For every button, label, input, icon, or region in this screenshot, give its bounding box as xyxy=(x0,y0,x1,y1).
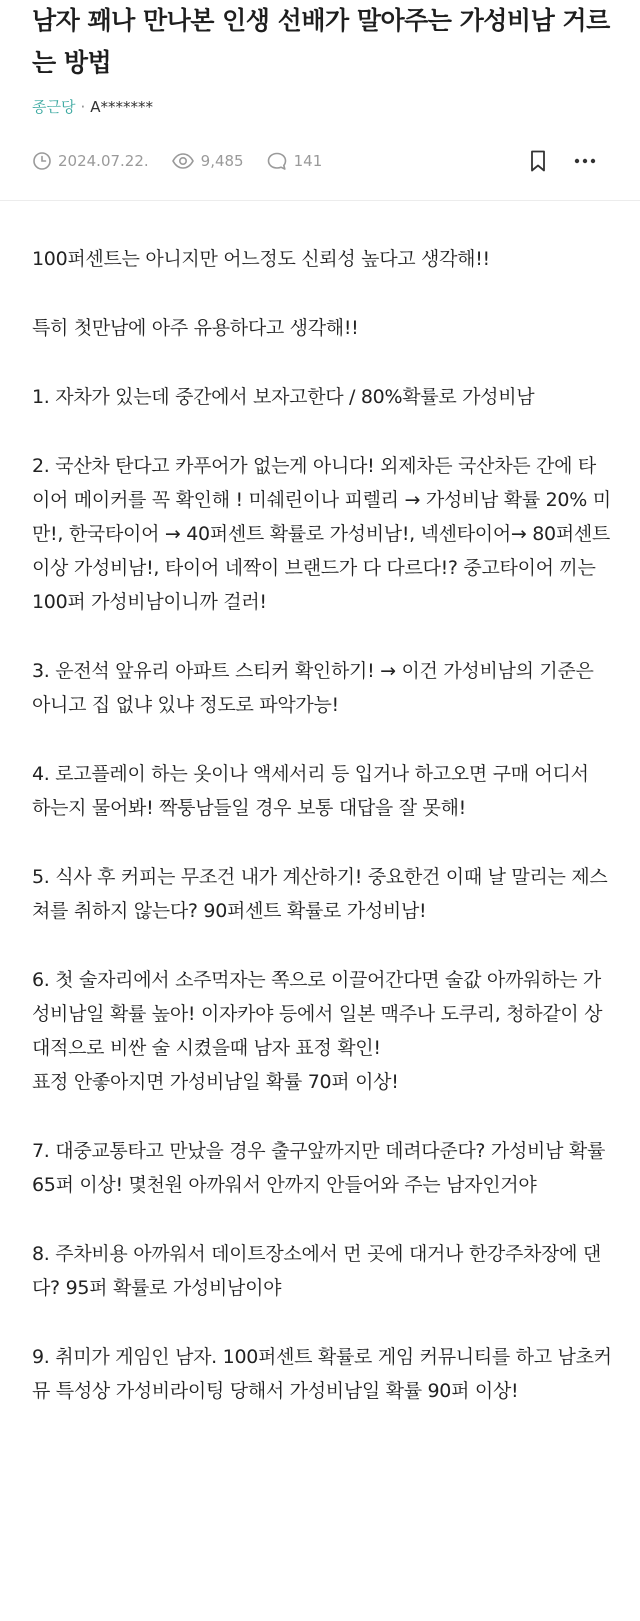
paragraph: 3. 운전석 앞유리 아파트 스티커 확인하기! → 이건 가성비남의 기준은 아니고 집 없냐 있냐 정도로 파악가능! xyxy=(32,660,594,716)
paragraph: 9. 취미가 게임인 남자. 100퍼센트 확률로 게임 커뮤니티를 하고 남초커뮤 특성상 가성비라이팅 당해서 가성비남일 확률 90퍼 이상! xyxy=(32,1346,612,1402)
post-body xyxy=(32,242,612,1443)
post-actions xyxy=(528,148,596,174)
view-count: 9,485 xyxy=(200,152,244,170)
bookmark-icon[interactable] xyxy=(528,149,548,173)
category-link[interactable]: 종근당 xyxy=(32,98,76,116)
more-icon[interactable] xyxy=(574,158,596,164)
header-divider xyxy=(0,200,640,201)
post-title: 남자 꽤나 만나본 인생 선배가 말아주는 가성비남 거르는 방법 xyxy=(32,6,610,77)
paragraph: 6. 첫 술자리에서 소주먹자는 쪽으로 이끌어간다면 술값 아까워하는 가성비남일 확률 높아! 이자카야 등에서 일본 맥주나 도쿠리, 청하같이 상대적으로 비싼 술 시켰을때 남자 표정 확인! 표정 안좋아지면 가성비남일 확률 70퍼 이상! xyxy=(32,969,603,1093)
comment-icon xyxy=(266,151,288,171)
eye-icon xyxy=(171,151,195,171)
comment-count: 141 xyxy=(293,152,323,170)
paragraph: 5. 식사 후 커피는 무조건 내가 계산하기! 중요한건 이때 날 말리는 제스쳐를 취하지 않는다? 90퍼센트 확률로 가성비남! xyxy=(32,866,608,922)
views-stat xyxy=(171,151,244,171)
post-meta xyxy=(32,96,153,117)
date-stat xyxy=(32,151,149,171)
paragraph: 100퍼센트는 아니지만 어느정도 신뢰성 높다고 생각해!! xyxy=(32,248,490,270)
comments-stat[interactable] xyxy=(266,151,323,171)
paragraph: 1. 자차가 있는데 중간에서 보자고한다 / 80%확률로 가성비남 xyxy=(32,386,535,408)
clock-icon xyxy=(32,151,52,171)
post-date: 2024.07.22. xyxy=(58,152,149,170)
paragraph: 2. 국산차 탄다고 카푸어가 없는게 아니다! 외제차든 국산차든 간에 타이어 메이커를 꼭 확인해 ! 미쉐린이나 피렐리 → 가성비남 확률 20% 미만!, 한국타이어 → 40퍼센트 확률로 가성비남!, 넥센타이어→ 80퍼센트 이상 가성비남!, 타이어 네짝이 브랜드가 다 다르다!? 중고타이어 끼는 100퍼 가성비남이니까 걸러! xyxy=(32,455,611,613)
paragraph: 4. 로고플레이 하는 옷이나 액세서리 등 입거나 하고오면 구매 어디서 하는지 물어봐! 짝퉁남들일 경우 보통 대답을 잘 못해! xyxy=(32,763,589,819)
paragraph: 7. 대중교통타고 만났을 경우 출구앞까지만 데려다준다? 가성비남 확률 65퍼 이상! 몇천원 아까워서 안까지 안들어와 주는 남자인거야 xyxy=(32,1140,606,1196)
paragraph: 특히 첫만남에 아주 유용하다고 생각해!! xyxy=(32,317,359,339)
meta-separator: · xyxy=(80,97,86,116)
paragraph: 8. 주차비용 아까워서 데이트장소에서 먼 곳에 대거나 한강주차장에 댄다? 95퍼 확률로 가성비남이야 xyxy=(32,1243,601,1299)
post-stats xyxy=(32,148,608,174)
author-name[interactable]: A******* xyxy=(90,97,154,116)
